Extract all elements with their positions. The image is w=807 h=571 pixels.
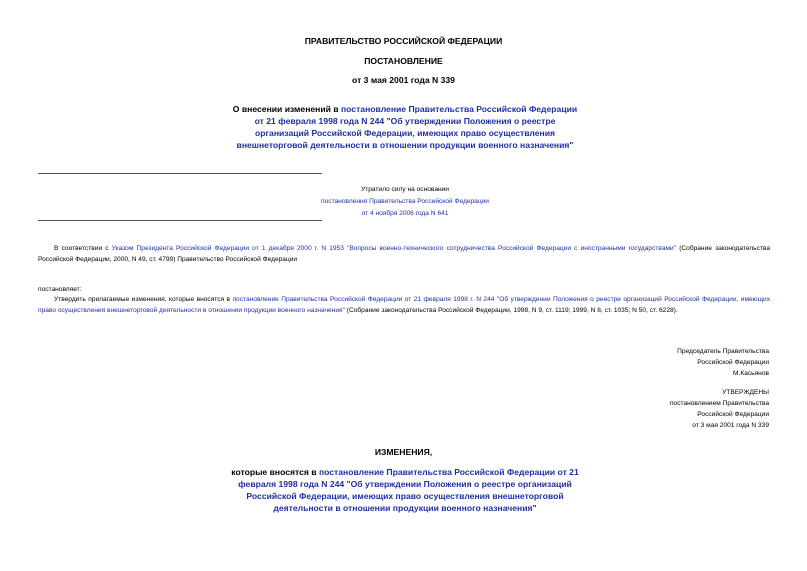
changes-heading: ИЗМЕНЕНИЯ,	[374, 447, 433, 457]
repeal-act-date-link[interactable]: от 4 ноября 2006 года N 641	[361, 210, 449, 217]
decides-text: постановляет:	[38, 286, 82, 293]
approve-suffix: (Собрание законодательства Российской Федерации, 1998, N 9, ст. 1119; 1999, N 8, ст. 1035; N 50, ст. 6228).	[344, 307, 678, 314]
bottom-divider	[38, 220, 322, 221]
changes-amended-act-link[interactable]: постановление Правительства Российской Федерации от 21 февраля 1998 года N 244 "Об утверждении Положения о реестре организаций Российской Федерации, имеющих право осуществления внешнеторговой деятельности в отношении продукции военного назначения"	[238, 467, 579, 513]
approve-paragraph	[38, 294, 770, 316]
signature-position: Председатель Правительства	[677, 348, 769, 355]
approved-heading: УТВЕРЖДЕНЫ	[722, 389, 769, 396]
approved-block	[560, 387, 769, 431]
amended-act-link[interactable]: постановление Правительства Российской Федерации от 21 февраля 1998 г. N 244 "Об утверждении Положения о реестре организаций Российской Федерации, имеющих право осуществления внешнеторговой деятельности в отношении продукции военного назначения"	[38, 296, 771, 314]
repeal-act-link[interactable]: постановления Правительства Российской Федерации	[321, 198, 489, 205]
signature-name: М.Касьянов	[733, 370, 769, 377]
doc-date-number: от 3 мая 2001 года N 339	[352, 75, 455, 85]
status-note-text: Утратило силу на основании	[361, 186, 449, 193]
signature-org: Российской Федерации	[697, 359, 769, 366]
preamble-suffix: (Собрание законодательства Российской Федерации, 2000, N 49, ст. 4799) Правительство Российской Федерации	[38, 245, 771, 263]
government-heading: ПРАВИТЕЛЬСТВО РОССИЙСКОЙ ФЕДЕРАЦИИ	[304, 36, 503, 46]
status-note	[280, 184, 530, 220]
top-divider	[38, 173, 322, 174]
preamble-prefix: В соответствии с	[54, 245, 112, 252]
changes-prefix: которые вносятся в	[231, 467, 319, 477]
presidential-decree-link[interactable]: Указом Президента Российской Федерации от 1 декабря 2000 г. N 1953 "Вопросы военно-технического сотрудничества Российской Федерации с иностранными государствами"	[111, 245, 677, 252]
approve-prefix: Утвердить прилагаемые изменения, которые вносятся в	[54, 296, 233, 303]
approved-by: постановлением Правительства	[669, 400, 769, 407]
preamble-paragraph	[38, 243, 770, 265]
doc-type-heading: ПОСТАНОВЛЕНИЕ	[364, 56, 443, 66]
approved-org: Российской Федерации	[697, 411, 769, 418]
title-prefix: О внесении изменений в	[232, 104, 341, 114]
document-title	[230, 103, 580, 151]
approved-date: от 3 мая 2001 года N 339	[692, 422, 769, 429]
changes-subtitle	[230, 466, 580, 514]
title-amended-act-link[interactable]: постановление Правительства Российской Федерации от 21 февраля 1998 года N 244 "Об утверждении Положения о реестре организаций Российской Федерации, имеющих право осуществления внешнеторговой деятельности в отношении продукции военного назначения"	[236, 104, 578, 150]
signature-block	[560, 346, 769, 379]
